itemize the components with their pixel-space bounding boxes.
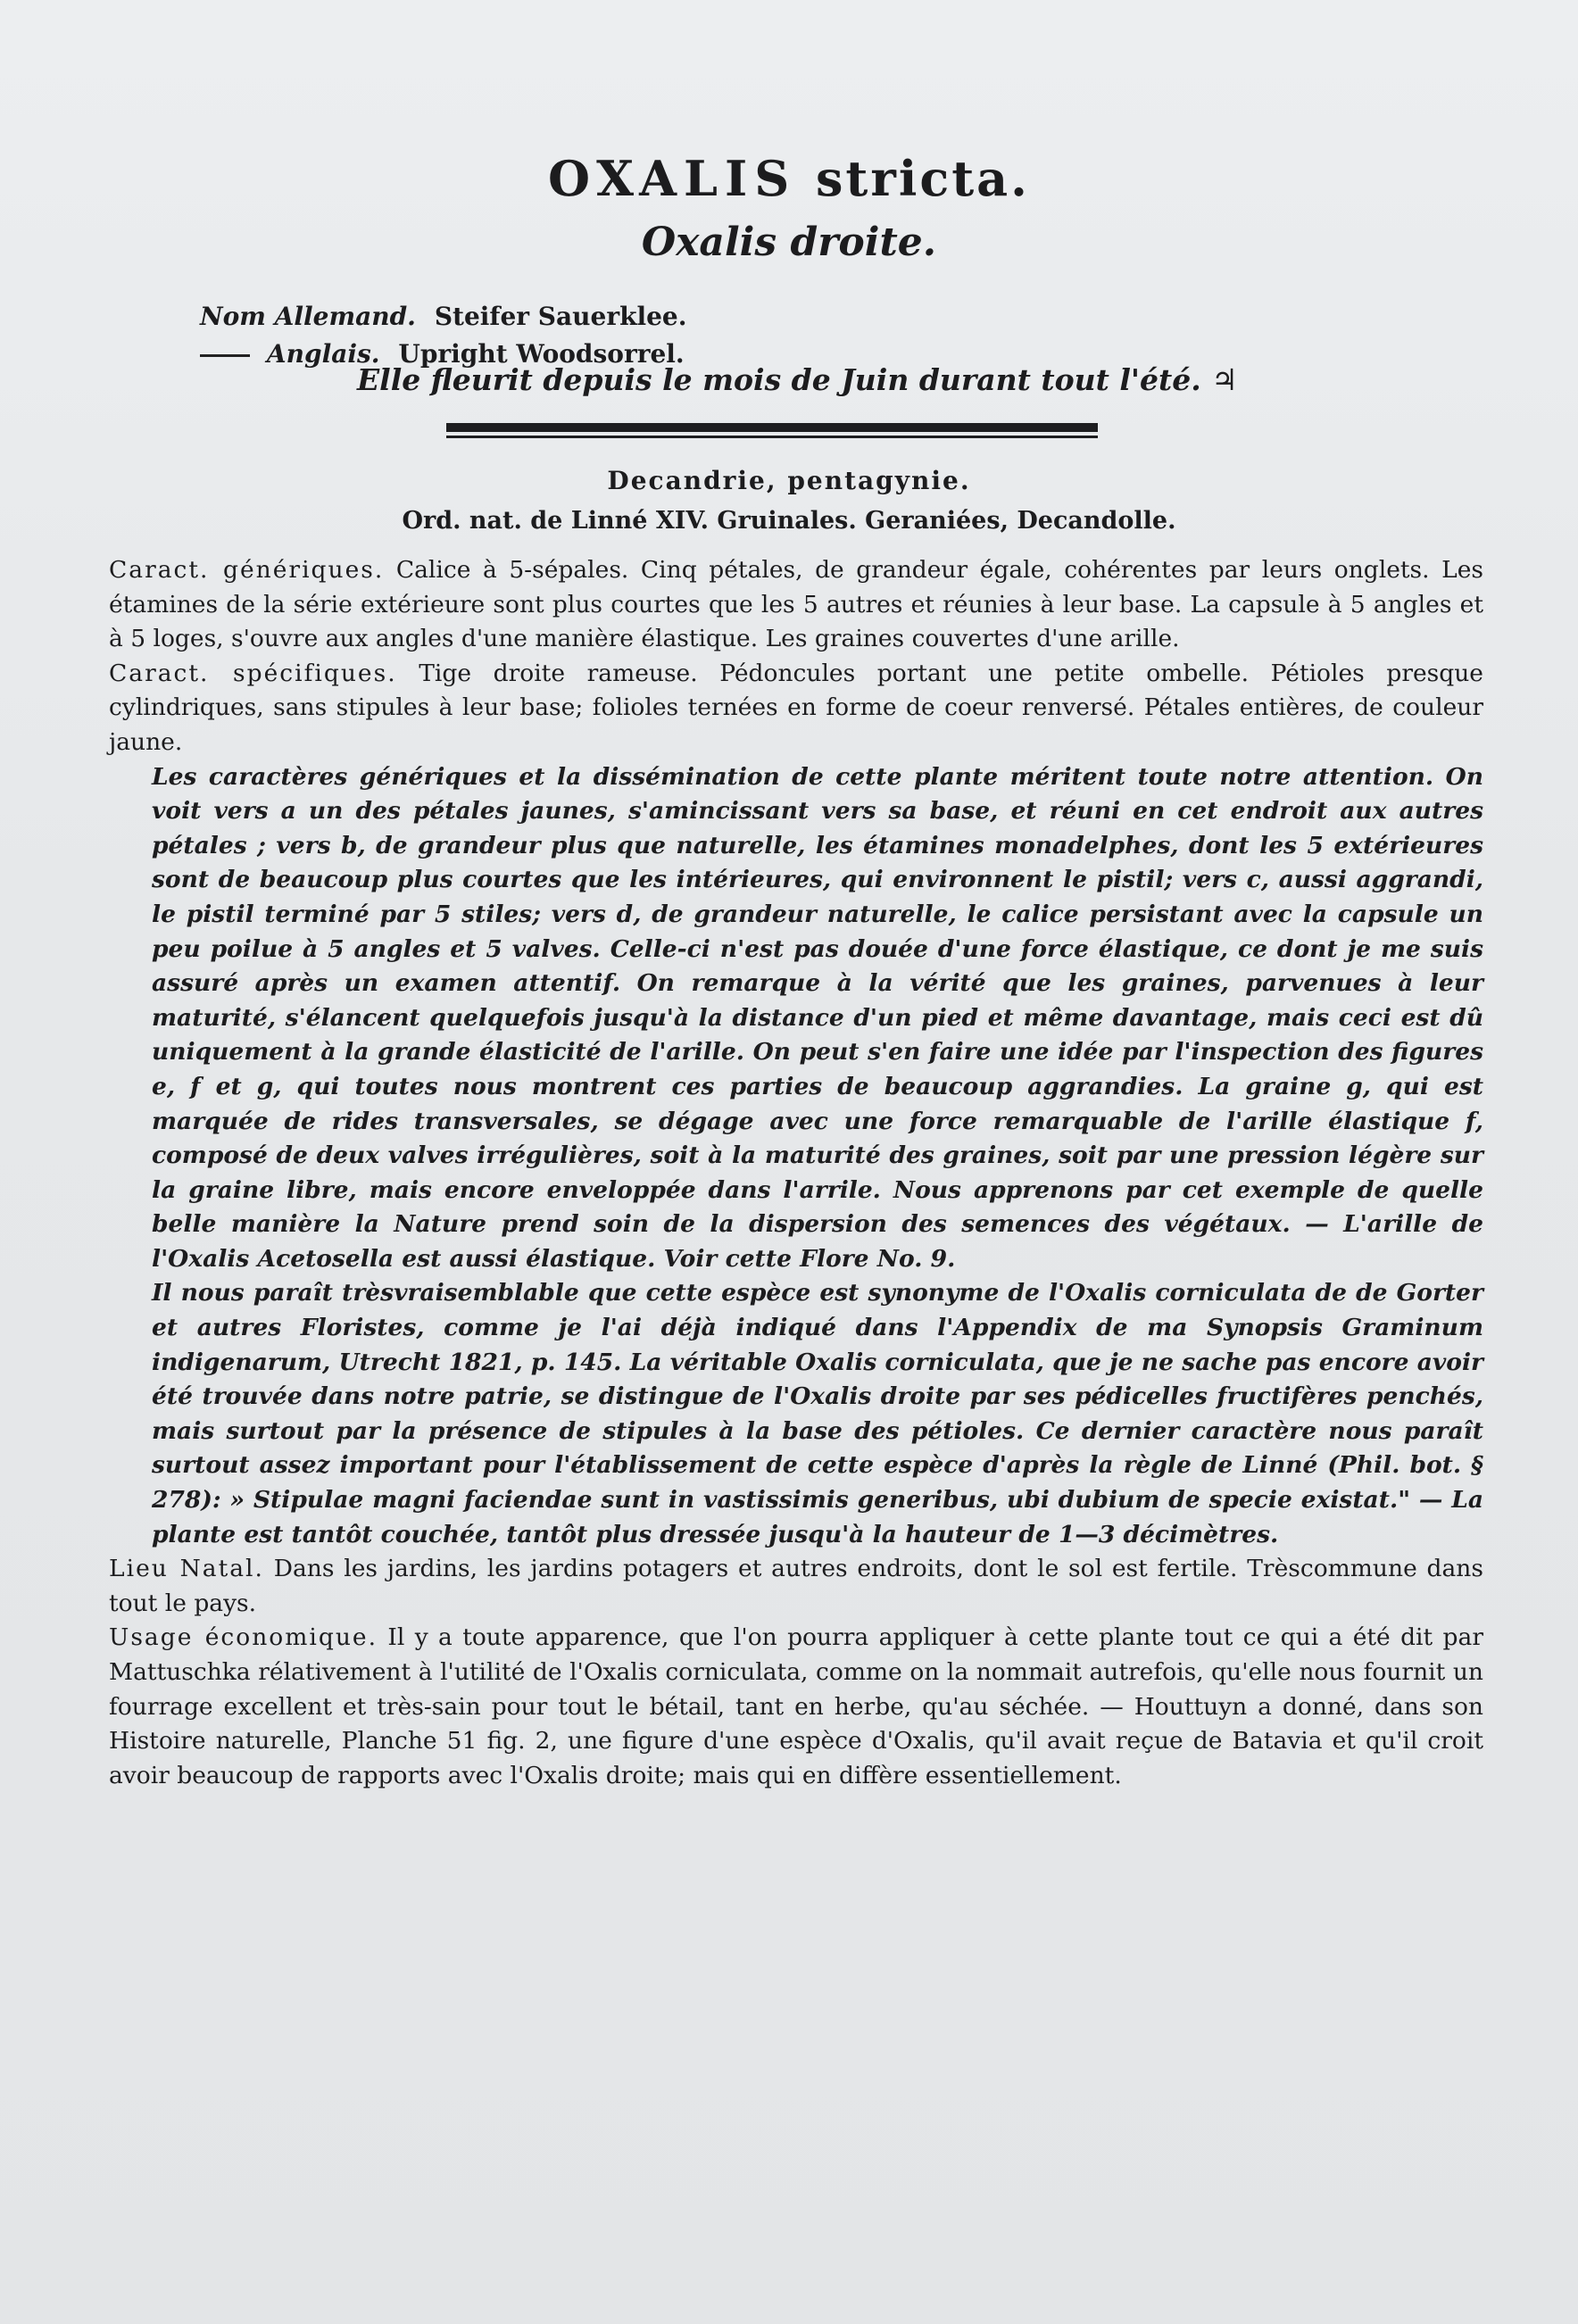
generic-characters (109, 553, 1483, 657)
generic-label: Caract. génériques. (109, 556, 385, 584)
title-species: stricta. (816, 150, 1030, 207)
observation-dissemination: Les caractères génériques et la dissémination de cette plante méritent toute notre attention. On voit vers a un des pétales jaunes, s'amincissant vers sa base, et réuni en cet endroit aux autres pétales ; vers b, de grandeur plus que naturelle, les étamines monadelphes, dont les 5 extérieures sont de beaucoup plus courtes que les intérieures, qui environnent le pistil; vers c, aussi aggrandi, le pistil terminé par 5 stiles; vers d, de grandeur naturelle, le calice persistant avec la capsule un peu poilue à 5 angles et 5 valves. Celle-ci n'est pas douée d'une force élastique, ce dont je me suis assuré après un examen attentif. On remarque à la vérité que les graines, parvenues à leur maturité, s'élancent quelquefois jusqu'à la distance d'un pied et même davantage, mais ceci est dû uniquement à la grande élasticité de l'arille. On peut s'en faire une idée par l'inspection des figures e, f et g, qui toutes nous montrent ces parties de beaucoup aggrandies. La graine g, qui est marquée de rides transversales, se dégage avec une force remarquable de l'arille élastique f, composé de deux valves irrégulières, soit à la maturité des graines, soit par une pression légère sur la graine libre, mais encore enveloppée dans l'arrile. Nous apprenons par cet exemple de quelle belle manière la Nature prend soin de la dispersion des semences des végétaux. — L'arille de l'Oxalis Acetosella est aussi élastique. Voir cette Flore No. 9. (152, 762, 1483, 1273)
description-body (109, 553, 1483, 1793)
specific-characters (109, 657, 1483, 760)
classification: Decandrie, pentagynie. (607, 466, 971, 495)
habitat (109, 1552, 1483, 1621)
economic-use (109, 1621, 1483, 1793)
natural-order: Ord. nat. de Linné XIV. Gruinales. Geraniées, Decandolle. (402, 507, 1176, 535)
habitat-text: Dans les jardins, les jardins potagers et autres endroits, dont le sol est fertile. Trèscommune dans tout le pays. (109, 1555, 1483, 1617)
divider-thick (446, 423, 1098, 432)
page-subtitle: Oxalis droite. (641, 220, 937, 265)
name-german (200, 298, 687, 336)
specific-text: Tige droite rameuse. Pédoncules portant une petite ombelle. Pétioles presque cylindriques, sans stipules à leur base; folioles ternées en forme de coeur renversé. Pétales entières, de couleur jaune. (109, 659, 1483, 756)
economic-use-label: Usage économique. (109, 1623, 378, 1652)
flowering-line: Elle fleurit depuis le mois de Juin durant tout l'été. ♃ (357, 362, 1238, 397)
specific-label: Caract. spécifiques. (109, 659, 397, 687)
generic-text: Calice à 5-sépales. Cinq pétales, de grandeur égale, cohérentes par leurs onglets. Les étamines de la série extérieure sont plus courtes que les 5 autres et réunies à leur base. La capsule à 5 angles et à 5 loges, s'ouvre aux angles d'une manière élastique. Les graines couvertes d'une arille. (109, 556, 1484, 653)
economic-use-text: Il y a toute apparence, que l'on pourra appliquer à cette plante tout ce qui a été dit par Mattuschka rélativement à l'utilité de l'Oxalis corniculata, comme on la nommait autrefois, qu'elle nous fournit un fourrage excellent et très-sain pour tout le bétail, tant en herbe, qu'au séchée. — Houttuyn a donné, dans son Histoire naturelle, Planche 51 fig. 2, une figure d'une espèce d'Oxalis, qu'il avait reçue de Batavia et qu'il croit avoir beaucoup de rapports avec l'Oxalis droite; mais qui en diffère essentiellement. (109, 1623, 1483, 1789)
name-english-key: Anglais. (266, 339, 380, 369)
page-title (0, 150, 1578, 207)
observation-synonymy: Il nous paraît trèsvraisemblable que cette espèce est synonyme de l'Oxalis corniculata de de Gorter et autres Floristes, comme je l'ai déjà indiqué dans l'Appendix de ma Synopsis Graminum indigenarum, Utrecht 1821, p. 145. La véritable Oxalis corniculata, que je ne sache pas encore avoir été trouvée dans notre patrie, se distingue de l'Oxalis droite par ses pédicelles fructifères penchés, mais surtout par la présence de stipules à la base des pétioles. Ce dernier caractère nous paraît surtout assez important pour l'établissement de cette espèce d'après la règle de Linné (Phil. bot. § 278): » Stipulae magni faciendae sunt in vastissimis generibus, ubi dubium de specie existat." — La plante est tantôt couchée, tantôt plus dressée jusqu'à la hauteur de 1—3 décimètres. (152, 1279, 1483, 1548)
ditto-dash (200, 354, 250, 357)
divider-thin (446, 436, 1098, 438)
habitat-label: Lieu Natal. (109, 1555, 264, 1583)
name-german-key: Nom Allemand. (200, 302, 416, 331)
name-english-value: Upright Woodsorrel. (398, 339, 685, 369)
title-genus: OXALIS (548, 150, 797, 207)
name-german-value: Steifer Sauerklee. (434, 302, 687, 331)
